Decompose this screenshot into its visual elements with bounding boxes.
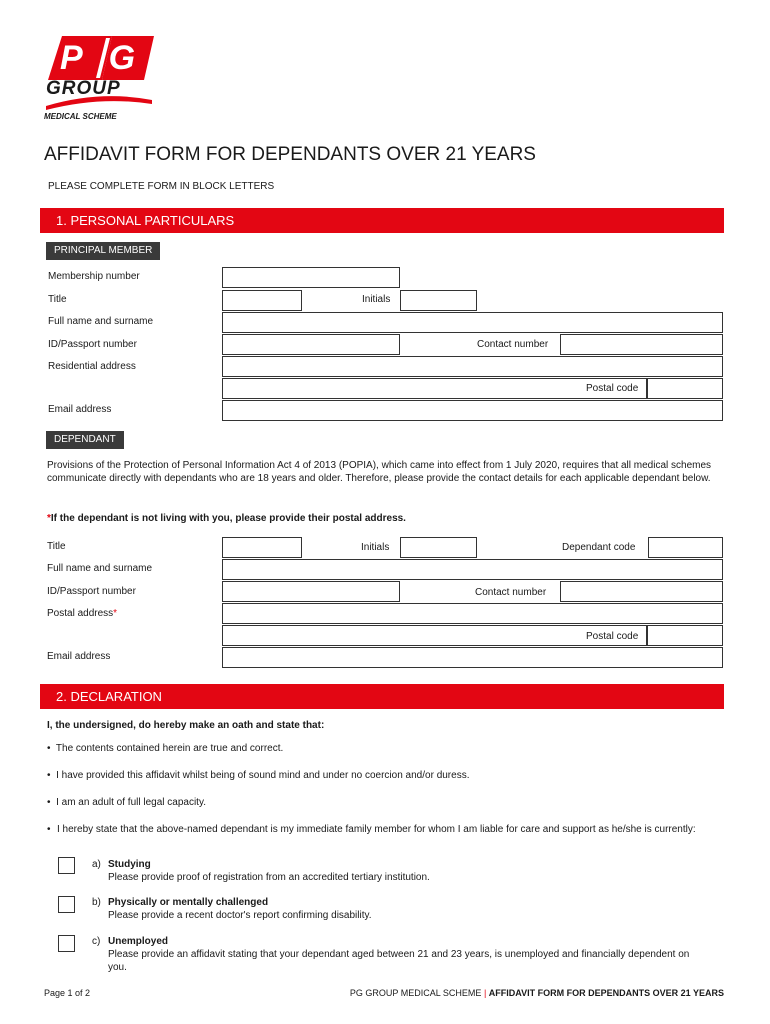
dependant-code-label: Dependant code (562, 542, 636, 553)
option-title: Unemployed (108, 936, 169, 947)
dependant-initials-input[interactable] (400, 537, 477, 558)
principal-email-label: Email address (48, 404, 112, 415)
dependant-code-input[interactable] (648, 537, 723, 558)
footer-separator: | (483, 988, 487, 998)
postal-address-text: Postal address (47, 608, 114, 619)
dependant-full-name-input[interactable] (222, 559, 723, 580)
principal-id-input[interactable] (222, 334, 400, 355)
residential-address-line1[interactable] (222, 356, 723, 377)
principal-contact-input[interactable] (560, 334, 723, 355)
principal-postal-code-label: Postal code (586, 383, 639, 394)
declaration-bullet (47, 769, 727, 782)
option-description: Please provide proof of registration from an accredited tertiary institution. (108, 872, 430, 883)
section-declaration-header: 2. DECLARATION (40, 684, 724, 709)
footer-right (350, 988, 724, 998)
principal-initials-input[interactable] (400, 290, 477, 311)
principal-postal-code-input[interactable] (647, 378, 723, 399)
option-unemployed (92, 935, 712, 974)
option-title: Studying (108, 859, 151, 870)
challenged-checkbox[interactable] (58, 896, 75, 913)
bullet-mark: • (47, 797, 51, 808)
principal-full-name-label: Full name and surname (48, 316, 154, 327)
dependant-full-name-label: Full name and surname (47, 563, 153, 574)
popia-notice: Provisions of the Protection of Personal Information Act 4 of 2013 (POPIA), which came into effect from 1 July 2020, requires that all medical schemes communicate directly with dependants who are 18 years and older. Therefore, please provide the contact details for each applicable dependant below. (47, 460, 712, 484)
dependant-postal-address-line2[interactable] (222, 625, 647, 646)
dependant-id-input[interactable] (222, 581, 400, 602)
dependant-contact-label: Contact number (475, 587, 547, 598)
bullet-mark: • (47, 743, 51, 754)
logo-group: GROUP (46, 78, 121, 99)
unemployed-checkbox[interactable] (58, 935, 75, 952)
logo-initials: PG (60, 39, 162, 77)
membership-number-label: Membership number (48, 271, 140, 282)
page-subtitle: PLEASE COMPLETE FORM IN BLOCK LETTERS (48, 181, 275, 192)
postal-note (47, 513, 406, 524)
footer-page-number: Page 1 of 2 (44, 988, 91, 998)
postal-address-star: * (113, 608, 118, 619)
studying-checkbox[interactable] (58, 857, 75, 874)
bullet-mark: • (47, 824, 51, 835)
bullet-text: I have provided this affidavit whilst being of sound mind and under no coercion and/or duress. (56, 770, 470, 781)
bullet-text: I am an adult of full legal capacity. (56, 797, 206, 808)
membership-number-input[interactable] (222, 267, 400, 288)
dependant-postal-code-label: Postal code (586, 631, 639, 642)
dependant-postal-address-line1[interactable] (222, 603, 723, 624)
option-title: Physically or mentally challenged (108, 897, 269, 908)
option-studying (92, 858, 712, 884)
principal-title-input[interactable] (222, 290, 302, 311)
option-letter: c) (92, 936, 101, 947)
page-title: AFFIDAVIT FORM FOR DEPENDANTS OVER 21 YEARS (44, 144, 536, 165)
postal-note-star: * (47, 513, 51, 524)
dependant-email-label: Email address (47, 651, 111, 662)
footer-doc-title: AFFIDAVIT FORM FOR DEPENDANTS OVER 21 YEARS (488, 988, 724, 998)
dependant-email-input[interactable] (222, 647, 723, 668)
option-letter: b) (92, 897, 101, 908)
declaration-intro: I, the undersigned, do hereby make an oath and state that: (47, 720, 325, 731)
principal-title-label: Title (48, 294, 67, 305)
residential-address-line2[interactable] (222, 378, 647, 399)
declaration-bullet (47, 823, 727, 836)
dependant-title-input[interactable] (222, 537, 302, 558)
dependant-title-label: Title (47, 541, 66, 552)
logo-scheme: MEDICAL SCHEME (44, 112, 117, 121)
principal-contact-label: Contact number (477, 339, 549, 350)
option-description: Please provide a recent doctor's report confirming disability. (108, 910, 372, 921)
principal-email-input[interactable] (222, 400, 723, 421)
declaration-bullet (47, 742, 727, 755)
footer-scheme: PG GROUP MEDICAL SCHEME (349, 988, 482, 998)
principal-initials-label: Initials (362, 294, 391, 305)
postal-note-text: If the dependant is not living with you, please provide their postal address. (50, 513, 406, 524)
bullet-text: I hereby state that the above-named dependant is my immediate family member for whom I am liable for care and support as he/she is currently: (57, 824, 696, 835)
dependant-postal-code-input[interactable] (647, 625, 723, 646)
logo (40, 34, 160, 124)
dependant-tag: DEPENDANT (46, 431, 124, 449)
dependant-id-label: ID/Passport number (47, 586, 136, 597)
residential-address-label: Residential address (48, 361, 136, 372)
declaration-bullet (47, 796, 727, 809)
principal-member-tag: PRINCIPAL MEMBER (46, 242, 160, 260)
principal-id-label: ID/Passport number (48, 339, 137, 350)
section-personal-particulars-header: 1. PERSONAL PARTICULARS (40, 208, 724, 233)
bullet-text: The contents contained herein are true and correct. (55, 743, 284, 754)
option-description: Please provide an affidavit stating that your dependant aged between 21 and 23 years, is unemployed and financially dependent on you. (108, 949, 690, 973)
dependant-initials-label: Initials (361, 542, 390, 553)
bullet-mark: • (47, 770, 51, 781)
option-letter: a) (92, 859, 101, 870)
dependant-postal-address-label (47, 608, 117, 619)
principal-full-name-input[interactable] (222, 312, 723, 333)
dependant-contact-input[interactable] (560, 581, 723, 602)
option-challenged (92, 896, 712, 922)
